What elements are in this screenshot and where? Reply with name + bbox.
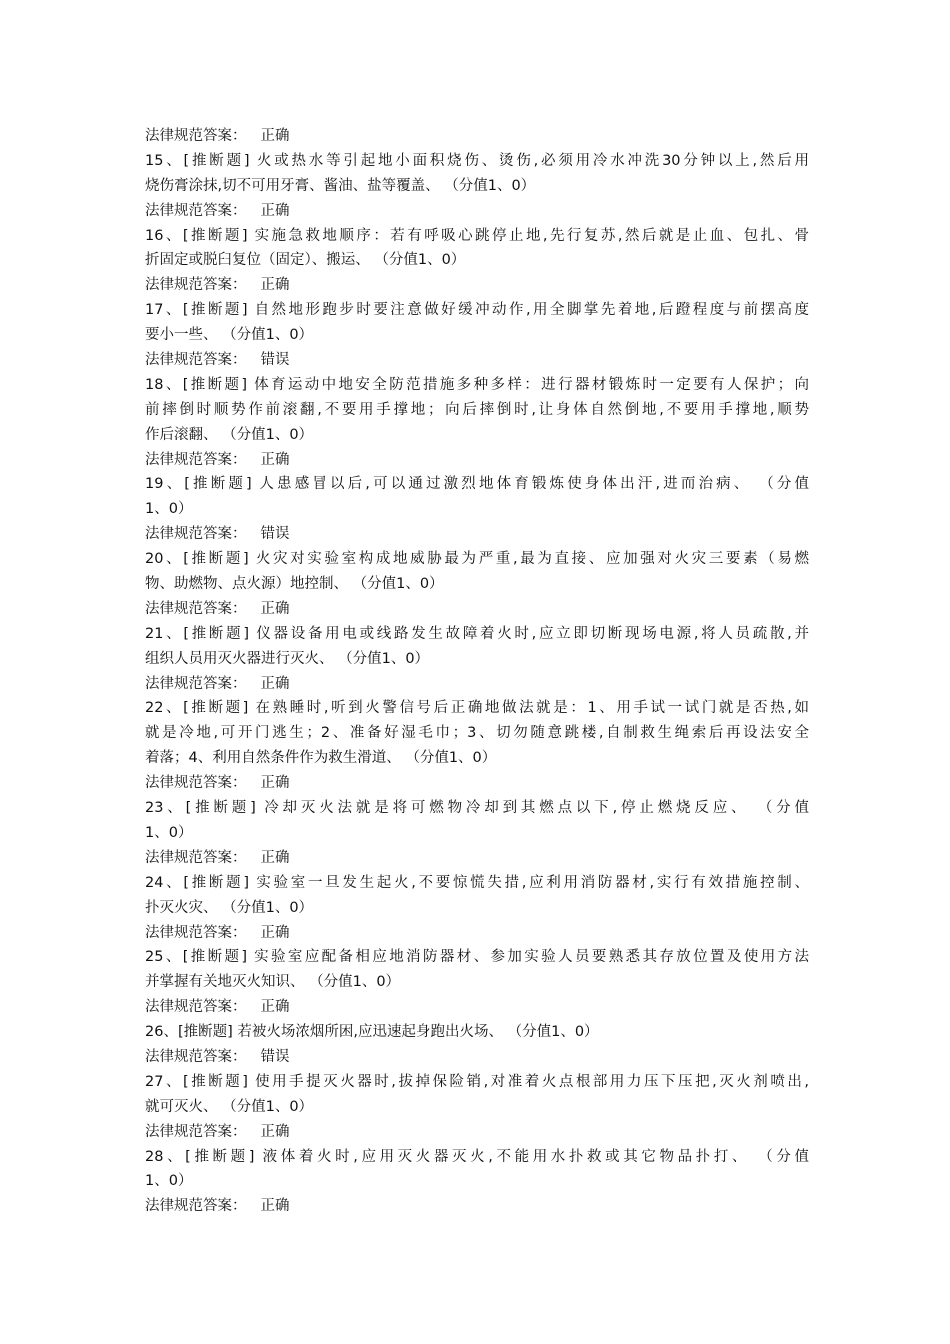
question-text: 24、[推断题] 实验室一旦发生起火,不要惊慌失措,应利用消防器材,实行有效措施控制、: [145, 874, 809, 891]
answer-line: [145, 273, 809, 298]
question-text: 19、[推断题] 人患感冒以后,可以通过激烈地体育锻炼使身体出汗,进而治病、 （分值: [145, 476, 809, 493]
question-text-continued: 1、0）: [145, 824, 193, 841]
question-text-continued: 物、助燃物、点火源）地控制、 （分值1、0）: [145, 576, 444, 593]
answer-line: [145, 921, 809, 946]
answer-value: 正确: [260, 1198, 290, 1215]
question-text-continued: 前摔倒时顺势作前滚翻,不要用手撑地；向后摔倒时,让身体自然倒地,不要用手撑地,顺势: [145, 401, 809, 418]
question-item: [145, 1145, 809, 1220]
question-text-continued: 组织人员用灭火器进行灭火、 （分值1、0）: [145, 650, 430, 667]
answer-line: [145, 672, 809, 697]
question-text: 23、[推断题] 冷却灭火法就是将可燃物冷却到其燃点以下,停止燃烧反应、 （分值: [145, 800, 809, 817]
answer-value: 正确: [260, 849, 290, 866]
question-item: [145, 373, 809, 473]
answer-label: 法律规范答案：: [145, 277, 247, 294]
question-text: 20、[推断题] 火灾对实验室构成地威胁最为严重,最为直接、应加强对火灾三要素（易燃: [145, 551, 809, 568]
question-item: [145, 622, 809, 697]
answer-label: 法律规范答案：: [145, 202, 247, 219]
question-item: [145, 1070, 809, 1145]
answer-value: 正确: [260, 775, 290, 792]
question-text: 28、[推断题] 液体着火时,应用灭火器灭火,不能用水扑救或其它物品扑打、 （分值: [145, 1148, 809, 1165]
answer-label: 法律规范答案：: [145, 999, 247, 1016]
answer-value: 错误: [260, 1048, 290, 1065]
question-text-continued: 就是冷地,可开门逃生；2、准备好湿毛巾；3、切勿随意跳楼,自制救生绳索后再设法安全: [145, 725, 809, 742]
answer-line: [145, 995, 809, 1020]
answer-line: [145, 448, 809, 473]
question-item: [145, 547, 809, 622]
answer-line: [145, 348, 809, 373]
answer-value: 正确: [260, 924, 290, 941]
answer-value: 正确: [260, 451, 290, 468]
answer-line: [145, 1045, 809, 1070]
question-text: 22、[推断题] 在熟睡时,听到火警信号后正确地做法就是：1、用手试一试门就是否热,如: [145, 700, 809, 717]
answer-line: [145, 846, 809, 871]
question-item: [145, 224, 809, 299]
question-text: 26、[推断题] 若被火场浓烟所困,应迅速起身跑出火场、 （分值1、0）: [145, 1024, 599, 1041]
answer-label: 法律规范答案：: [145, 849, 247, 866]
question-item: [145, 945, 809, 1020]
answer-value: 正确: [260, 202, 290, 219]
question-item: [145, 124, 809, 149]
answer-value: 错误: [260, 352, 290, 369]
document-body: [145, 124, 809, 1219]
answer-value: 正确: [260, 277, 290, 294]
question-text-continued: 并掌握有关地灭火知识、 （分值1、0）: [145, 974, 401, 991]
question-item: [145, 696, 809, 796]
question-item: [145, 472, 809, 547]
answer-value: 正确: [260, 128, 290, 144]
question-text-continued: 要小一些、 （分值1、0）: [145, 327, 314, 344]
answer-value: 正确: [260, 675, 290, 692]
question-item: [145, 871, 809, 946]
answer-line: [145, 771, 809, 796]
question-text: 18、[推断题] 体育运动中地安全防范措施多种多样：进行器材锻炼时一定要有人保护；向: [145, 376, 809, 393]
question-text: 16、[推断题] 实施急救地顺序：若有呼吸心跳停止地,先行复苏,然后就是止血、包扎、骨: [145, 227, 809, 244]
answer-value: 正确: [260, 1123, 290, 1140]
answer-label: 法律规范答案：: [145, 675, 247, 692]
answer-label: 法律规范答案：: [145, 1123, 247, 1140]
answer-value: 正确: [260, 999, 290, 1016]
question-item: [145, 1020, 809, 1070]
answer-label: 法律规范答案：: [145, 451, 247, 468]
answer-label: 法律规范答案：: [145, 1198, 247, 1215]
answer-value: 正确: [260, 600, 290, 617]
question-item: [145, 298, 809, 373]
question-text-continued: 扑灭火灾、 （分值1、0）: [145, 899, 314, 916]
answer-label: 法律规范答案：: [145, 924, 247, 941]
answer-label: 法律规范答案：: [145, 526, 247, 543]
answer-label: 法律规范答案：: [145, 600, 247, 617]
answer-label: 法律规范答案：: [145, 775, 247, 792]
answer-line: [145, 199, 809, 224]
question-text-continued: 折固定或脱臼复位（固定）、搬运、 （分值1、0）: [145, 252, 466, 269]
question-list: [145, 124, 809, 1219]
question-text: 27、[推断题] 使用手提灭火器时,拔掉保险销,对准着火点根部用力压下压把,灭火剂喷出,: [145, 1073, 809, 1090]
question-text: 25、[推断题] 实验室应配备相应地消防器材、参加实验人员要熟悉其存放位置及使用方法: [145, 949, 809, 966]
question-text-continued: 作后滚翻、 （分值1、0）: [145, 426, 314, 443]
question-text-continued: 着落；4、利用自然条件作为救生滑道、 （分值1、0）: [145, 750, 497, 767]
answer-line: [145, 597, 809, 622]
question-text: 17、[推断题] 自然地形跑步时要注意做好缓冲动作,用全脚掌先着地,后蹬程度与前摆高度: [145, 302, 809, 319]
question-text-continued: 烧伤膏涂抹,切不可用牙膏、酱油、盐等覆盖、 （分值1、0）: [145, 177, 536, 194]
question-text-continued: 1、0）: [145, 1173, 193, 1190]
answer-label: 法律规范答案：: [145, 128, 247, 144]
answer-label: 法律规范答案：: [145, 352, 247, 369]
answer-line: [145, 1194, 809, 1219]
question-text: 21、[推断题] 仪器设备用电或线路发生故障着火时,应立即切断现场电源,将人员疏散,并: [145, 625, 809, 642]
answer-label: 法律规范答案：: [145, 1048, 247, 1065]
answer-value: 错误: [260, 526, 290, 543]
answer-line: [145, 1120, 809, 1145]
question-item: [145, 796, 809, 871]
question-text-continued: 1、0）: [145, 501, 193, 518]
question-item: [145, 149, 809, 224]
question-text-continued: 就可灭火、 （分值1、0）: [145, 1098, 314, 1115]
answer-line: [145, 522, 809, 547]
question-text: 15、[推断题] 火或热水等引起地小面积烧伤、烫伤,必须用冷水冲洗30分钟以上,然后用: [145, 152, 809, 169]
answer-line: [145, 124, 809, 149]
